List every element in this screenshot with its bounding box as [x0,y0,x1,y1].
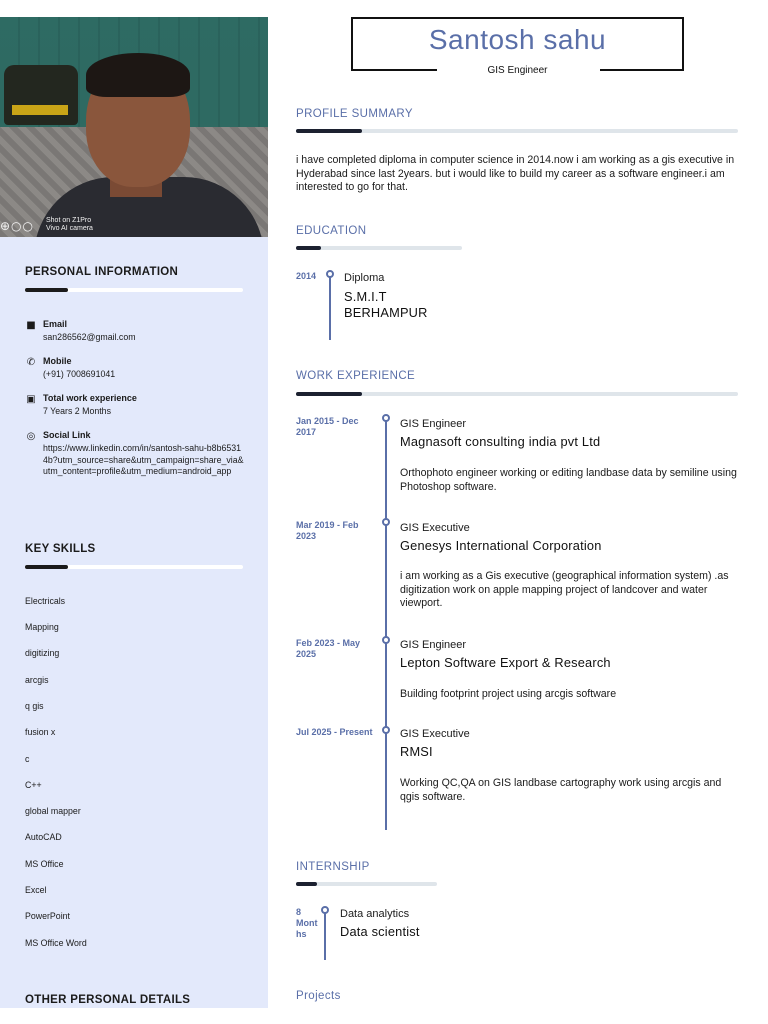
education-year: 2014 [296,271,317,281]
key-skills-section [25,543,243,555]
linkedin-link[interactable]: https://www.linkedin.com/in/santosh-sahu-b8b65314b?utm_source=share&utm_campaign=share_via&utm_content=profile&utm_medium=android_app [43,443,244,477]
section-divider [296,246,462,250]
timeline-dot [321,906,329,914]
key-skills-title: KEY SKILLS [25,543,96,555]
job-date: Jan 2015 - Dec 2017 [296,416,359,437]
job-company: Lepton Software Export & Research [400,655,611,670]
job-description: Orthophoto engineer working or editing landbase data by semiline using Photoshop software. [400,467,737,493]
timeline-dot [382,518,390,526]
skill-item: c [25,754,30,764]
left-sidebar [0,17,268,1008]
job-date: Jul 2025 - Present [296,727,373,737]
contact-value: 7 Years 2 Months [43,406,111,416]
timeline-dot [382,636,390,644]
section-divider [296,129,738,133]
section-divider [296,392,738,396]
candidate-name: Santosh sahu [428,24,607,55]
job-company: Magnasoft consulting india pvt Ltd [400,434,601,449]
photo-rickshaw [4,65,78,125]
profile-summary-text: i have completed diploma in computer science in 2014.now i am working as a gis executive in Hyderabad since last 2years. but i would like to build my career as a software engineer.i am interested to go for that. [296,154,735,194]
skill-item: MS Office [25,859,64,869]
internship-duration: 8 Mont hs [296,907,318,939]
camera-logo-icon: ⊕○○ [0,219,34,233]
skill-item: C++ [25,780,42,790]
job-role: GIS Executive [400,522,470,534]
skill-item: q gis [25,701,44,711]
globe-icon: ◎ [26,431,36,442]
job-company: RMSI [400,744,433,759]
job-role: GIS Engineer [400,418,467,430]
section-divider [296,882,437,886]
internship-role: Data scientist [340,924,420,939]
profile-summary-title: PROFILE SUMMARY [296,108,413,120]
contact-value[interactable]: san286562@gmail.com [43,332,136,342]
job-description: i am working as a Gis executive (geographical information system) .as digitization work on apple mapping project of landcover and water viewport. [400,570,729,610]
section-divider [25,565,243,569]
other-personal-details-title: OTHER PERSONAL DETAILS [25,994,191,1006]
education-degree: Diploma [344,272,385,284]
skill-item: PowerPoint [25,911,70,921]
projects-title: Projects [296,990,341,1002]
skill-item: digitizing [25,648,60,658]
personal-information-section [25,266,243,278]
work-experience-title: WORK EXPERIENCE [296,370,416,382]
contact-label: Email [43,319,68,329]
skill-item: arcgis [25,675,49,685]
contact-label: Social Link [43,430,91,440]
camera-watermark [0,217,120,233]
personal-information-title: PERSONAL INFORMATION [25,266,179,278]
skill-item: Mapping [25,622,59,632]
job-role: GIS Executive [400,728,470,740]
other-personal-details-section [25,994,243,1006]
camera-stamp-text: Shot on Z1Pro Vivo AI camera [46,217,93,232]
job-date: Mar 2019 - Feb 2023 [296,520,359,541]
timeline-dot [326,270,334,278]
timeline-line [385,416,387,830]
internship-title: INTERNSHIP [296,861,370,873]
timeline-line [329,274,331,340]
skill-item: MS Office Word [25,938,87,948]
skill-item: fusion x [25,727,56,737]
email-icon: ■ [26,320,36,331]
briefcase-icon: ▣ [26,394,36,405]
candidate-title: GIS Engineer [487,65,548,76]
timeline-line [324,910,326,960]
section-divider [25,288,243,292]
education-location: BERHAMPUR [344,305,428,320]
job-role: GIS Engineer [400,639,467,651]
phone-icon: ✆ [26,357,36,368]
job-company: Genesys International Corporation [400,538,602,553]
skill-item: AutoCAD [25,832,62,842]
job-date: Feb 2023 - May 2025 [296,638,361,659]
timeline-dot [382,414,390,422]
contact-value[interactable]: (+91) 7008691041 [43,369,116,379]
skill-item: Excel [25,885,47,895]
education-title: EDUCATION [296,225,367,237]
job-description: Building footprint project using arcgis software [400,688,617,700]
profile-photo [0,17,268,237]
job-description: Working QC,QA on GIS landbase cartography work using arcgis and qgis software. [400,777,722,803]
skill-item: Electricals [25,596,66,606]
education-institution: S.M.I.T [344,289,387,304]
skill-item: global mapper [25,806,81,816]
photo-hair [86,53,190,97]
contact-label: Total work experience [43,393,137,403]
contact-label: Mobile [43,356,72,366]
internship-field: Data analytics [340,908,410,920]
